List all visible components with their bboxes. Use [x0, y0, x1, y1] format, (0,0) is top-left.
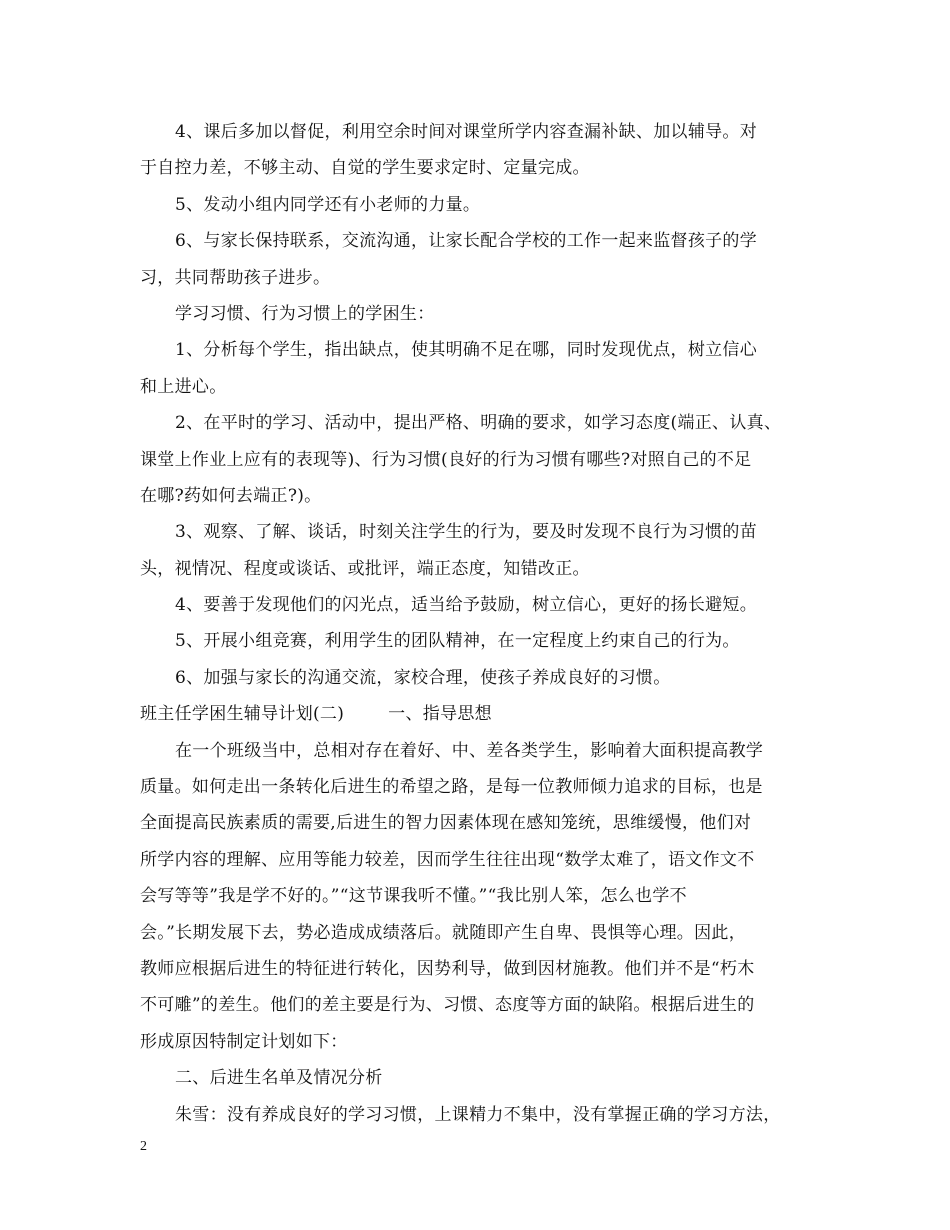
paragraph-line: 1、分析每个学生，指出缺点，使其明确不足在哪，同时发现优点，树立信心 — [175, 340, 758, 361]
section-subtitle: 一、指导思想 — [388, 704, 492, 725]
document-body — [140, 114, 812, 1133]
paragraph-line: 所学内容的理解、应用等能力较差，因而学生往往出现“数学太难了，语文作文不 — [140, 849, 755, 870]
paragraph-line: 头，视情况、程度或谈话、或批评，端正态度，知错改正。 — [140, 558, 590, 579]
paragraph-line: 全面提高民族素质的需要,后进生的智力因素体现在感知笼统，思维缓慢，他们对 — [140, 813, 752, 834]
paragraph-line: 4、要善于发现他们的闪光点，适当给予鼓励，树立信心，更好的扬长避短。 — [175, 595, 758, 616]
paragraph-line: 学习习惯、行为习惯上的学困生： — [175, 303, 435, 324]
paragraph-line: 2、在平时的学习、活动中，提出严格、明确的要求，如学习态度(端正、认真、 — [175, 413, 782, 434]
paragraph-line: 6、加强与家长的沟通交流，家校合理，使孩子养成良好的习惯。 — [175, 667, 671, 688]
section-title: 班主任学困生辅导计划(二) — [140, 704, 345, 725]
paragraph-line: 课堂上作业上应有的表现等)、行为习惯(良好的行为习惯有哪些?对照自己的不足 — [140, 449, 752, 470]
paragraph-line: 习，共同帮助孩子进步。 — [140, 267, 331, 288]
paragraph-line: 朱雪：没有养成良好的学习习惯，上课精力不集中，没有掌握正确的学习方法， — [175, 1104, 781, 1125]
paragraph-line: 形成原因特制定计划如下： — [140, 1031, 348, 1052]
paragraph-line: 会写等等”我是学不好的。”“这节课我听不懂。”“我比别人笨，怎么也学不 — [140, 886, 687, 907]
paragraph-line: 4、课后多加以督促，利用空余时间对课堂所学内容查漏补缺、加以辅导。对 — [175, 122, 758, 142]
paragraph-line: 不可雕”的差生。他们的差主要是行为、习惯、态度等方面的缺陷。根据后进生的 — [140, 995, 755, 1016]
page-number: 2 — [140, 1139, 147, 1154]
paragraph-line: 和上进心。 — [140, 376, 227, 397]
paragraph-line: 5、开展小组竞赛，利用学生的团队精神，在一定程度上约束自己的行为。 — [175, 631, 740, 652]
paragraph-line: 会。”长期发展下去，势必造成成绩落后。就随即产生自卑、畏惧等心理。因此， — [140, 922, 746, 943]
paragraph-line: 二、后进生名单及情况分析 — [175, 1068, 383, 1089]
paragraph-line: 5、发动小组内同学还有小老师的力量。 — [175, 194, 481, 215]
paragraph-line: 教师应根据后进生的特征进行转化，因势利导，做到因材施教。他们并不是“朽木 — [140, 958, 755, 979]
paragraph-line: 6、与家长保持联系，交流沟通，让家长配合学校的工作一起来监督孩子的学 — [175, 231, 758, 252]
paragraph-line: 质量。如何走出一条转化后进生的希望之路，是每一位教师倾力追求的目标，也是 — [140, 777, 763, 798]
paragraph-line: 在一个班级当中，总相对存在着好、中、差各类学生，影响着大面积提高教学 — [175, 740, 764, 761]
paragraph-line: 3、观察、了解、谈话，时刻关注学生的行为，要及时发现不良行为习惯的苗 — [175, 522, 758, 543]
paragraph-line: 在哪?药如何去端正?)。 — [140, 485, 322, 506]
section-heading — [140, 696, 812, 732]
paragraph-line: 于自控力差，不够主动、自觉的学生要求定时、定量完成。 — [140, 158, 590, 179]
